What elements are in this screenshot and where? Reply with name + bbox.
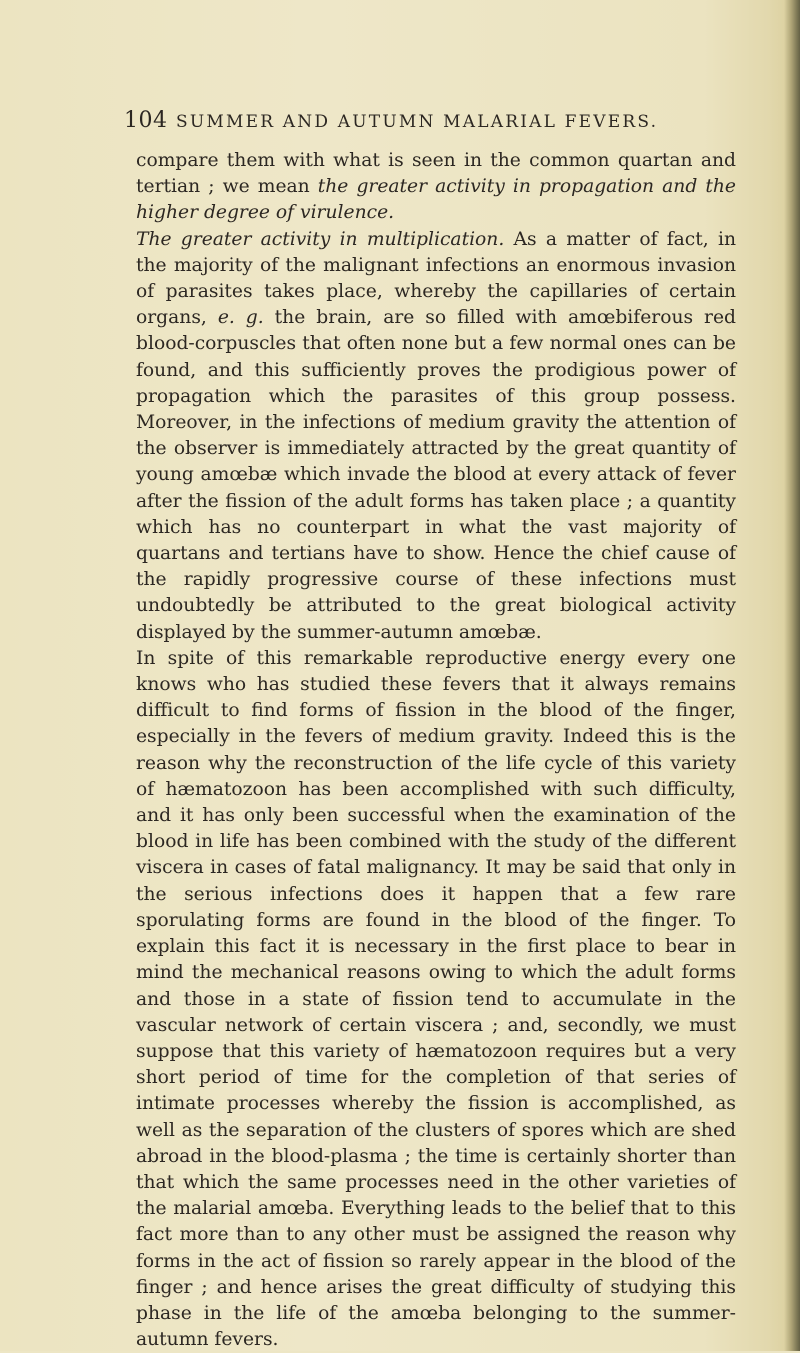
paragraph-1 bbox=[136, 148, 736, 227]
text-segment: As a matter of fact, in the majority of the malignant infections an enormous invasion of parasites takes place, whereby the capillaries of certain organs, bbox=[136, 228, 736, 329]
italic-segment: the greater activity in propagation and the higher degree of virulence. bbox=[136, 176, 736, 224]
body-text bbox=[136, 148, 736, 1353]
paragraph-2 bbox=[136, 227, 736, 646]
italic-segment: The greater activity in multiplication. bbox=[136, 228, 505, 250]
page-number: 104 bbox=[124, 108, 168, 133]
text-segment: In spite of this remarkable reproductive energy every one knows who has studied these fevers that it always remains difficult to find forms of fission in the blood of the finger, especially in the fevers of medium gravity. Indeed this is the reason why the reconstruction of the life cycle of this variety of hæmatozoon has been accomplished with such difficulty, and it has only been successful when the examination of the blood in life has been combined with the study of the different viscera in cases of fatal malignancy. It may be said that only in the serious infections does it happen that a few rare sporulating forms are found in the blood of the finger. To explain this fact it is necessary in the first place to bear in mind the mechanical reasons owing to which the adult forms and those in a state of fission tend to accumulate in the vascular network of certain viscera ; and, secondly, we must suppose that this variety of hæmatozoon requires but a very short period of time for the completion of that series of intimate processes whereby the fission is accomplished, as well as the separation of the clusters of spores which are shed abroad in the blood-plasma ; the time is certainly shorter than that which the same processes need in the other varieties of the malarial amœba. Everything leads to the belief that to this fact more than to any other must be assigned the reason why forms in the act of fission so rarely appear in the blood of the finger ; and hence arises the great difficulty of studying this phase in the life of the amœba belonging to the summer-autumn fevers. bbox=[136, 647, 736, 1351]
page-edge-shadow bbox=[784, 0, 800, 1351]
italic-segment: e. g. bbox=[217, 307, 264, 329]
running-head: SUMMER AND AUTUMN MALARIAL FEVERS. bbox=[176, 112, 659, 132]
paragraph-3 bbox=[136, 646, 736, 1353]
page-header bbox=[124, 108, 684, 138]
text-segment: the brain, are so filled with amœbiferous red blood-corpuscles that often none but a few normal ones can be found, and this sufficiently proves the prodigious power of propagation which the parasites of this group possess. Moreover, in the infections of medium gravity the attention of the observer is immediately attracted by the great quantity of young amœbæ which invade the blood at every attack of fever after the fission of the adult forms has taken place ; a quantity which has no counterpart in what the vast majority of quartans and tertians have to show. Hence the chief cause of the rapidly progressive course of these infections must undoubtedly be attributed to the great biological activity displayed by the summer-autumn amœbæ. bbox=[136, 307, 736, 643]
text-segment: compare them with what is seen in the common quartan and tertian ; we mean bbox=[136, 150, 736, 198]
